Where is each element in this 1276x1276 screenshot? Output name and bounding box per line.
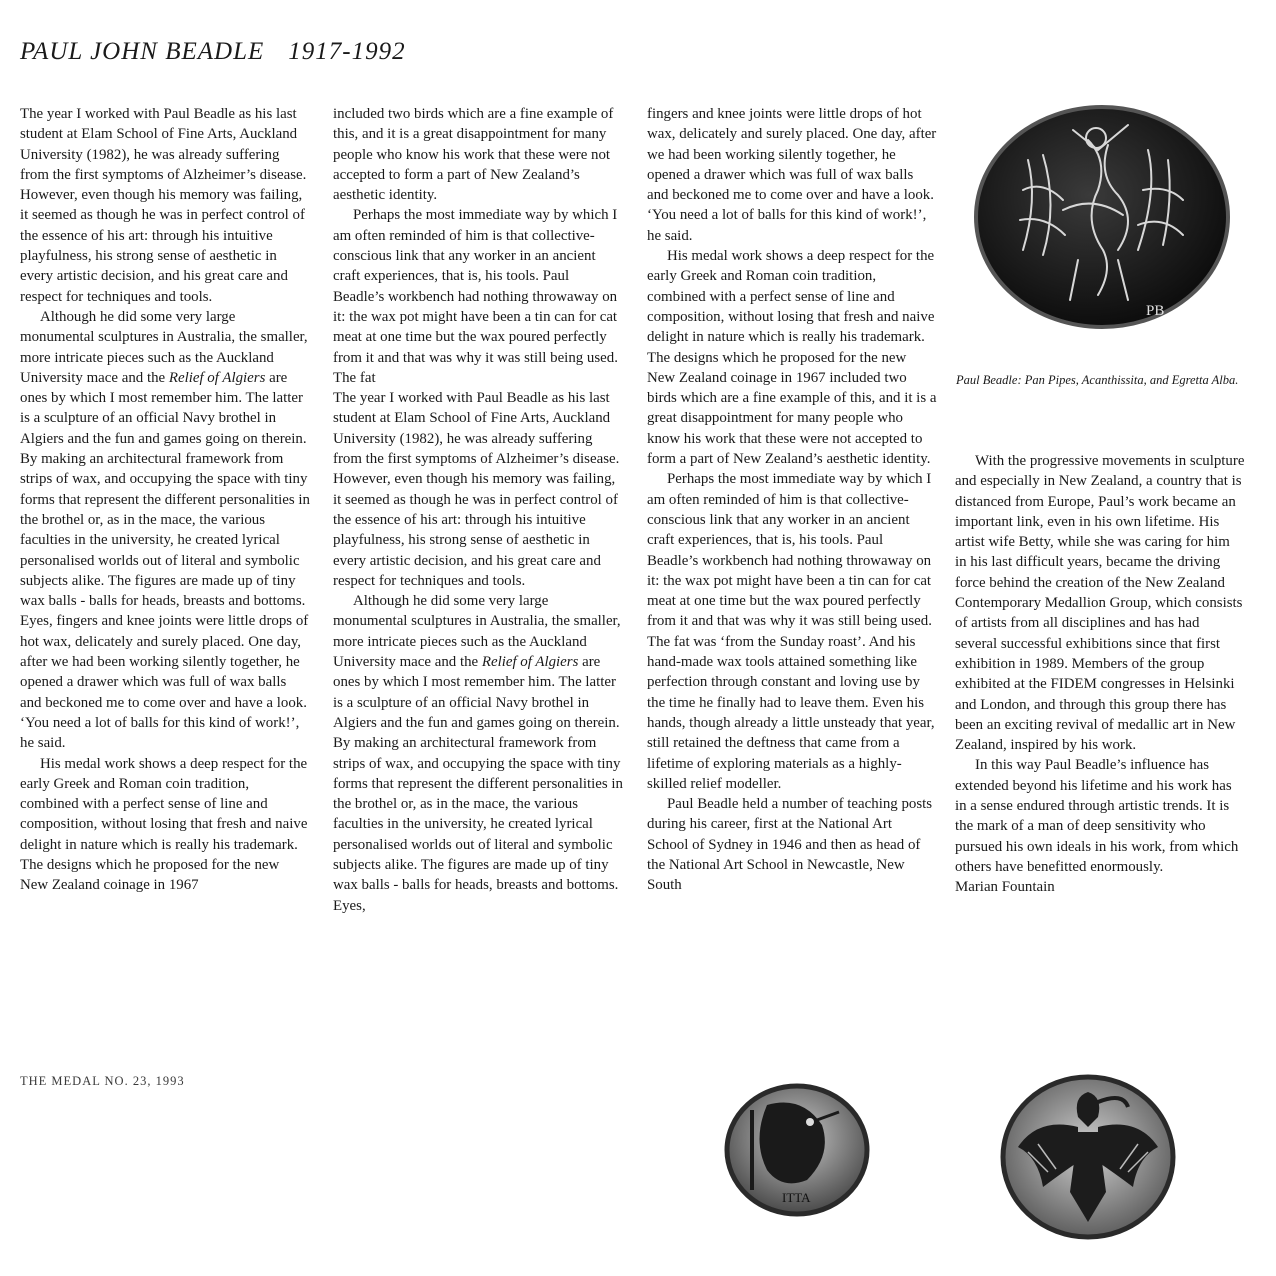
paragraph: His medal work shows a deep respect for the early Greek and Roman coin tradition, combined with a perfect sense of line and composition, without losing that fresh and naive delight in nature which is really his trademark. The designs which he proposed for the new New Zealand coinage in 1967 included two birds which are a fine example of this, and it is a great disappointment for many people who know his work that these were not accepted to form a part of New Zealand’s aesthetic identity. — [647, 248, 937, 468]
paragraph: Paul Beadle held a number of teaching posts during his career, first at the National Art School of Sydney in 1946 and then as head of the National Art School in Newcastle, New South — [647, 796, 933, 894]
text-run: are ones by which I most remember him. The latter is a sculpture of an official Navy brothel in Algiers and the fun and games going on therein. By making an architectural framework from strips of wax, and occupying the space with tiny forms that represent the different personalities in the brothel or, as in the mace, the various faculties in the university, he created lyrical personalised worlds out of literal and symbolic subjects alike. The figures are made up of tiny wax balls - balls for heads, breasts and bottoms. Eyes, fingers and knee joints were little drops of hot wax, delicately and surely placed. One day, after we had been working silently together, he opened a drawer which was full of wax balls and beckoned me to come over and have a look. ‘You need a lot of balls for this kind of work!’, he said. — [20, 369, 310, 752]
text-run: are ones by which I most remember him. The latter is a sculpture of an official Navy brothel in Algiers and the fun and games going on therein. By making an architectural framework from strips of wax, and occupying the space with tiny forms that represent the different personalities in the brothel or, as in the mace, the various faculties in the university, he created lyrical personalised worlds out of literal and symbolic subjects alike. The figures are made up of tiny wax balls - balls for heads, breasts and bottoms. Eyes, — [333, 654, 623, 914]
artwork-title: Relief of Algiers — [481, 654, 579, 671]
paragraph — [333, 591, 623, 916]
publication-footer: THE MEDAL NO. 23, 1993 — [20, 1074, 185, 1088]
medal-pan-pipes-image — [968, 100, 1236, 335]
paragraph: In this way Paul Beadle’s influence has extended beyond his lifetime and his work has in a sense endured through artistic trends. It is the mark of a man of deep sensitivity who pursued his own ideals in his work, from which others have benefitted enormously. — [955, 757, 1239, 875]
medal-acanthissita-image — [722, 1080, 872, 1220]
title-years: 1917-1992 — [288, 38, 406, 65]
paragraph — [20, 307, 310, 754]
author-signature: Marian Fountain — [955, 879, 1055, 896]
text-run: Although he did some very large monumental sculptures in Australia, the smaller, more intricate pieces such as the Auckland University mace and the — [333, 593, 621, 671]
paragraph: The year I worked with Paul Beadle as his last student at Elam School of Fine Arts, Auckland University (1982), he was already suffering from the first symptoms of Alzheimer’s disease. However, even though his memory was failing, it seemed as though he was in perfect control of the essence of his art: through his intuitive playfulness, his strong sense of aesthetic in every artistic decision, and his great care and respect for techniques and tools. — [20, 106, 307, 305]
text-run: Although he did some very large monumental sculptures in Australia, the smaller, more intricate pieces such as the Auckland University mace and the — [20, 308, 308, 386]
paragraph: With the progressive movements in sculpture and especially in New Zealand, a country that is distanced from Europe, Paul’s work became an important link, even in his own lifetime. His artist wife Betty, while she was caring for him in his last difficult years, became the driving force behind the creation of the New Zealand Contemporary Medallion Group, which consists of artists from all disciplines and has had several successful exhibitions since that first exhibition in 1989. Members of the group exhibited at the FIDEM congresses in Helsinki and London, and through this group there has been an exciting revival of medallic art in New Zealand, inspired by his work. — [955, 453, 1245, 754]
text-column-1 — [20, 104, 310, 896]
paragraph: The year I worked with Paul Beadle as his last student at Elam School of Fine Arts, Auckland University (1982), he was already suffering from the first symptoms of Alzheimer’s disease. However, even though his memory was failing, it seemed as though he was in perfect control of the essence of his art: through his intuitive playfulness, his strong sense of aesthetic in every artistic decision, and his great care and respect for techniques and tools. — [333, 390, 620, 589]
paragraph: Perhaps the most immediate way by which I am often reminded of him is that collective-conscious link that any worker in an ancient craft experiences, that is, his tools. Paul Beadle’s workbench had nothing throwaway on it: the wax pot might have been a tin can for cat meat at one time but the wax poured perfectly from it and that was why it was still being used. The fat was ‘from the Sunday roast’. And his hand-made wax tools attained something like perfection through constant and loving use by the time he finally had to leave them. Even his hands, though already a little unsteady that year, still retained the deftness that came from a lifetime of exploring materials as a highly-skilled relief modeller. — [647, 471, 935, 792]
text-column-2 — [333, 104, 623, 916]
medal-inscription: ITTA — [782, 1190, 811, 1205]
medal-egretta-alba-image — [998, 1072, 1178, 1242]
article-title — [20, 38, 406, 66]
medal-initials: PB — [1146, 303, 1165, 319]
paragraph: included two birds which are a fine example of this, and it is a great disappointment for many people who know his work that these were not accepted to form a part of New Zealand’s aesthetic identity. — [333, 106, 614, 204]
medal-caption: Paul Beadle: Pan Pipes, Acanthissita, and Egretta Alba. — [956, 373, 1239, 387]
title-name: PAUL JOHN BEADLE — [20, 38, 265, 65]
paragraph: His medal work shows a deep respect for the early Greek and Roman coin tradition, combined with a perfect sense of line and composition, without losing that fresh and naive delight in nature which is really his trademark. The designs which he proposed for the new New Zealand coinage in 1967 — [20, 755, 308, 894]
paragraph: Perhaps the most immediate way by which I am often reminded of him is that collective-conscious link that any worker in an ancient craft experiences, that is, his tools. Paul Beadle’s workbench had nothing throwaway on it: the wax pot might have been a tin can for cat meat at one time but the wax poured perfectly from it and that was why it was still being used. The fat — [333, 207, 618, 386]
text-column-3 — [647, 104, 937, 896]
paragraph: fingers and knee joints were little drops of hot wax, delicately and surely placed. One day, after we had been working silently together, he opened a drawer which was full of wax balls and beckoned me to come over and have a look. ‘You need a lot of balls for this kind of work!’, he said. — [647, 106, 937, 244]
artwork-title: Relief of Algiers — [168, 369, 266, 386]
text-column-4 — [955, 451, 1245, 898]
